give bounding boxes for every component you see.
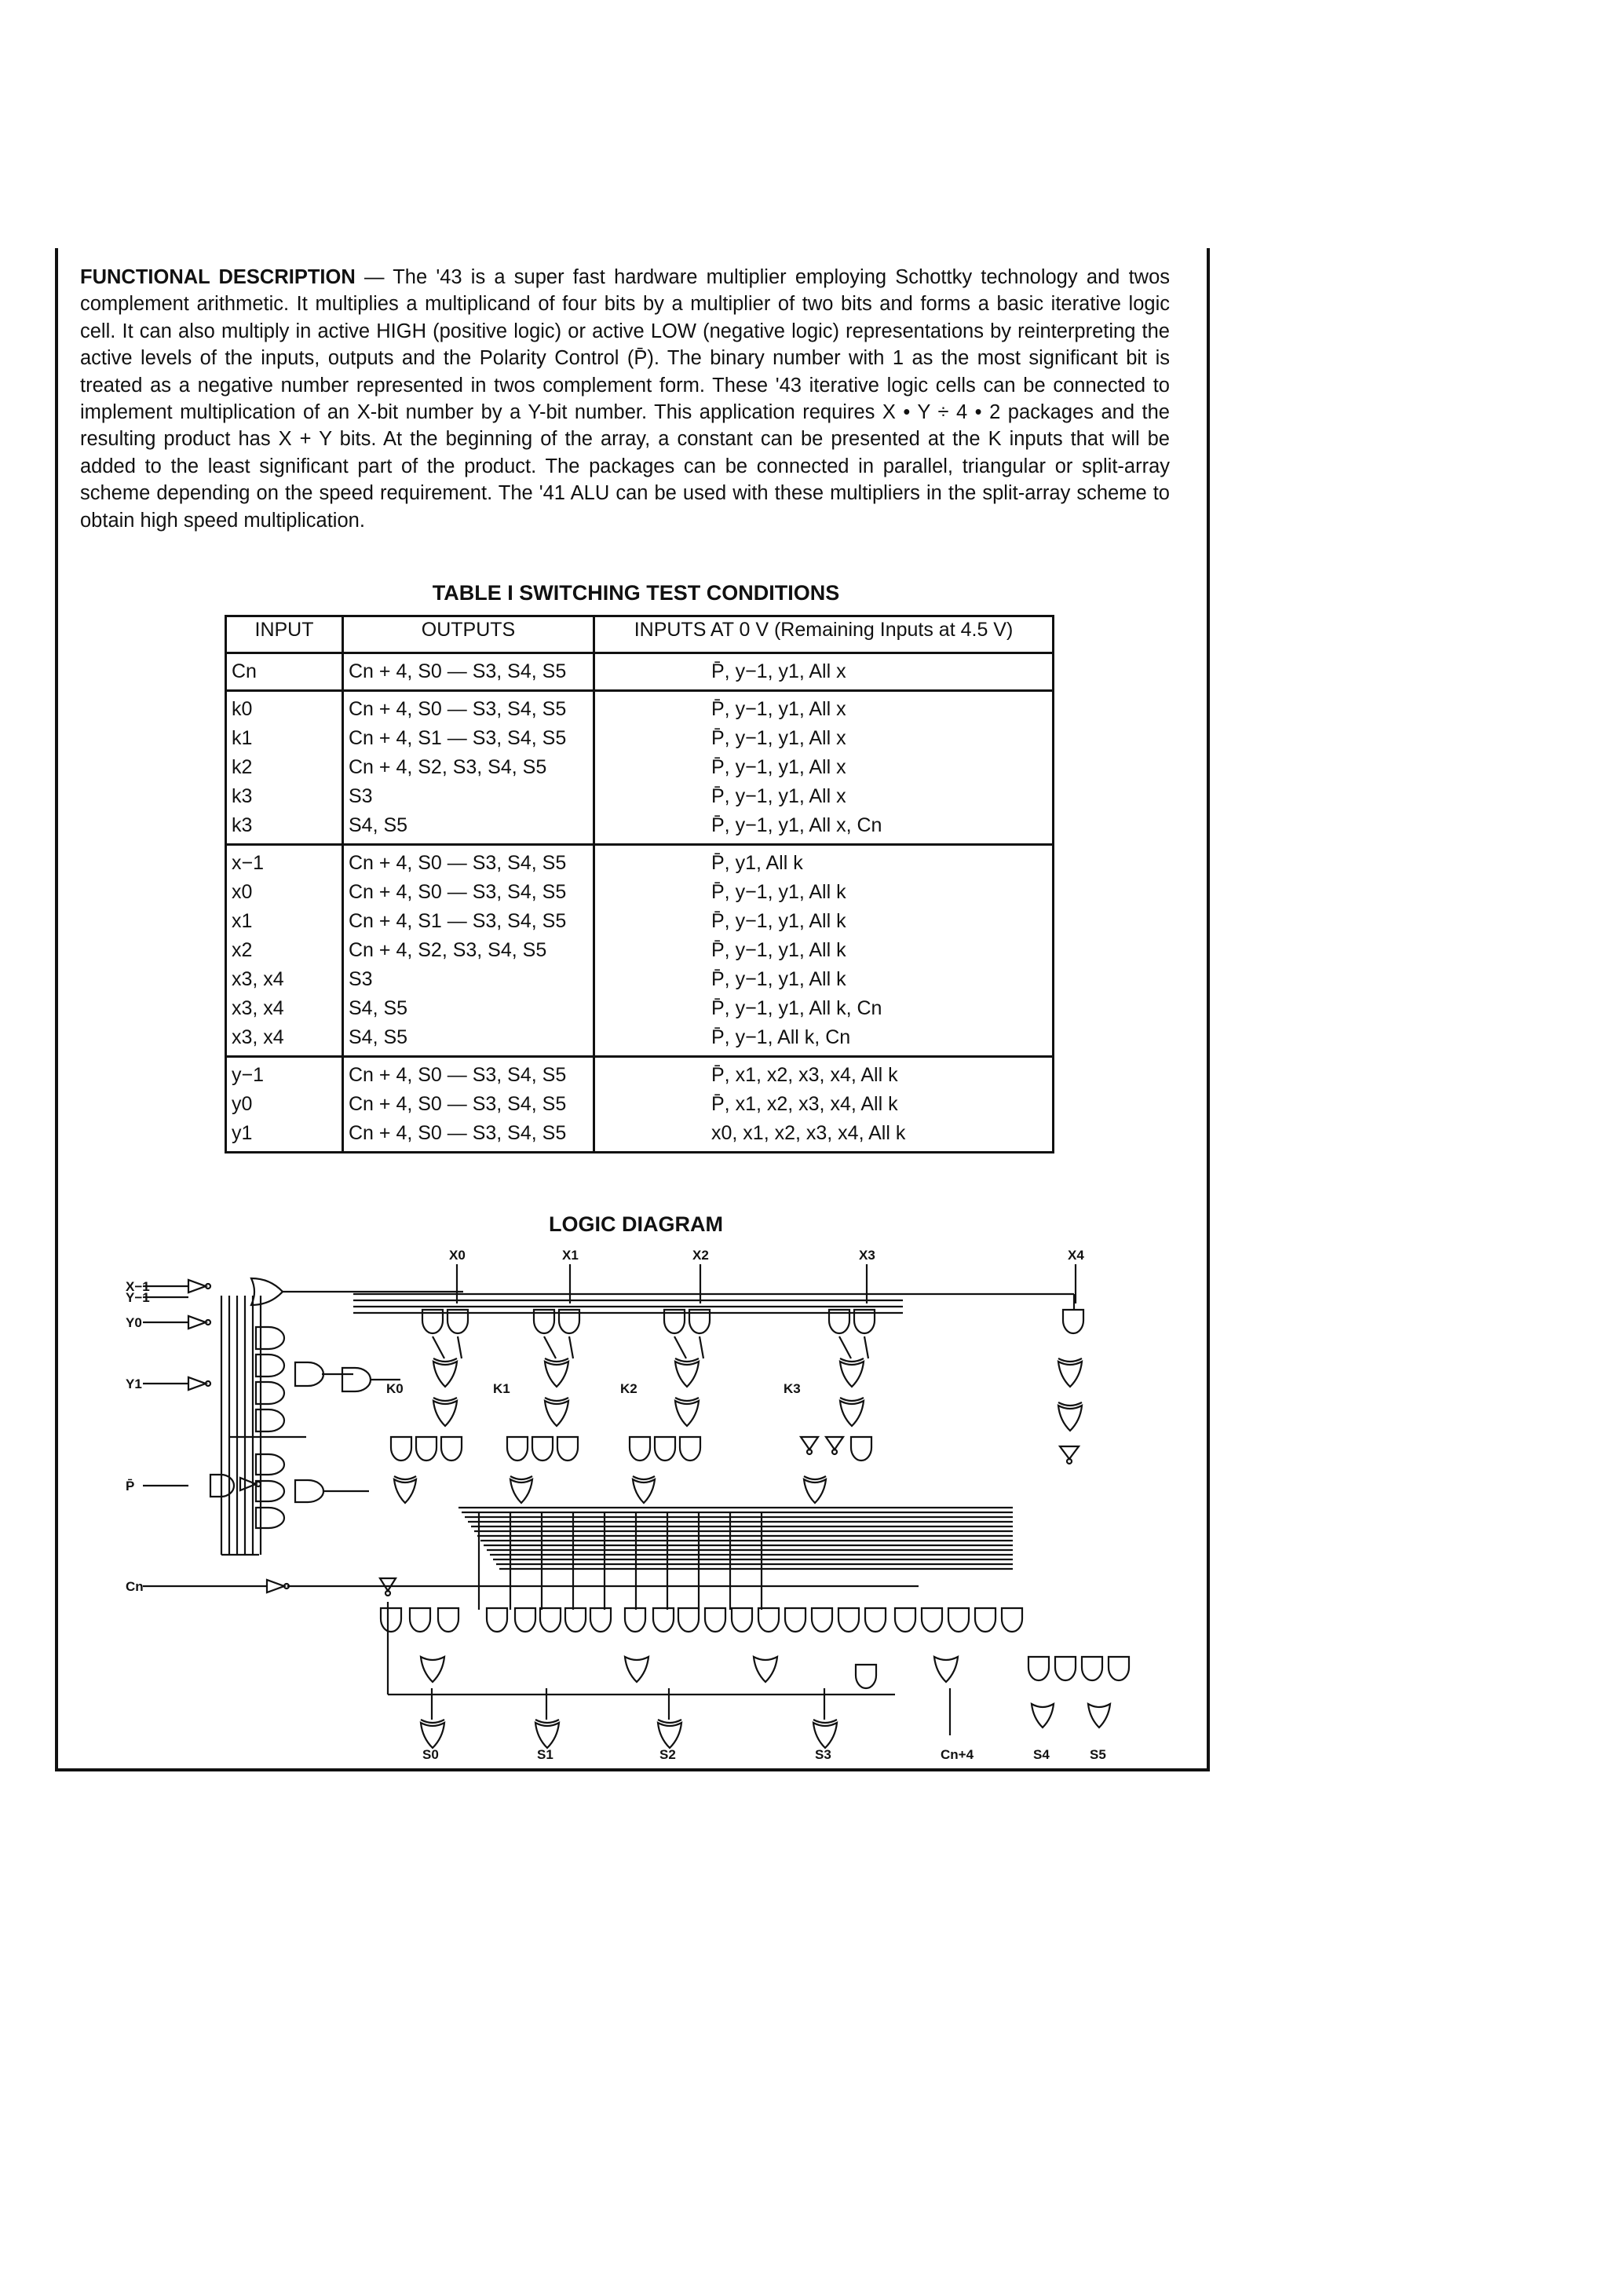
and-gate (565, 1608, 586, 1632)
and-gate (1002, 1608, 1022, 1632)
and-gate (410, 1608, 430, 1632)
or-gate (1032, 1704, 1054, 1727)
input-cell: x3, x4 (226, 1023, 343, 1057)
xor-gate-arc (433, 1358, 457, 1362)
zero-volt-inputs-cell: P̄, y−1, y1, All k (594, 907, 1054, 936)
or-gate (754, 1657, 777, 1682)
and-gate (678, 1608, 699, 1632)
zero-volt-inputs-cell: P̄, y−1, y1, All x (594, 691, 1054, 725)
and-gate (438, 1608, 458, 1632)
wire (700, 1336, 703, 1358)
input-label-1: Y−1 (126, 1290, 150, 1305)
and-gate (391, 1437, 411, 1461)
table-row (226, 782, 1054, 811)
xor-gate-arc (1058, 1402, 1082, 1406)
and-gate (655, 1437, 675, 1461)
xor-gate (433, 1401, 457, 1426)
input-cell: Cn (226, 653, 343, 691)
input-cell: k0 (226, 691, 343, 725)
input-cell: x0 (226, 878, 343, 907)
input-cell: k3 (226, 782, 343, 811)
buffer-gate (380, 1578, 396, 1591)
logic-diagram (118, 1249, 1162, 1759)
wire (864, 1336, 868, 1358)
zero-volt-inputs-cell: P̄, y−1, y1, All k (594, 965, 1054, 994)
wire (458, 1336, 462, 1358)
and-gate (1028, 1657, 1049, 1680)
xor-gate-arc (545, 1358, 568, 1362)
table-row (226, 994, 1054, 1023)
or-gate (625, 1657, 648, 1682)
input-cell: k1 (226, 724, 343, 753)
table-row (226, 1090, 1054, 1119)
x-label-4: X4 (1068, 1249, 1084, 1263)
or-gate (251, 1278, 283, 1305)
zero-volt-inputs-cell: x0, x1, x2, x3, x4, All k (594, 1119, 1054, 1153)
input-label-2: Y0 (126, 1315, 142, 1330)
table-body (226, 653, 1054, 1153)
table-row (226, 753, 1054, 782)
xor-gate (813, 1723, 837, 1748)
xor-gate (675, 1401, 699, 1426)
table-row (226, 1119, 1054, 1153)
and-gate (295, 1362, 323, 1386)
table-row (226, 845, 1054, 879)
xor-gate-arc (535, 1720, 559, 1723)
and-gate (590, 1608, 611, 1632)
and-gate (540, 1608, 561, 1632)
buffer-gate (188, 1377, 206, 1390)
xor-gate-arc (433, 1398, 457, 1401)
outputs-cell: Cn + 4, S2, S3, S4, S5 (343, 936, 594, 965)
table-row (226, 1023, 1054, 1057)
output-label-2: S2 (659, 1747, 676, 1759)
xor-gate-arc (1058, 1358, 1082, 1362)
outputs-cell: Cn + 4, S0 — S3, S4, S5 (343, 878, 594, 907)
xor-gate-arc (394, 1476, 416, 1479)
table-row (226, 724, 1054, 753)
xor-gate (840, 1401, 864, 1426)
or-gate (421, 1657, 444, 1682)
input-label-3: Y1 (126, 1377, 142, 1391)
outputs-cell: S3 (343, 782, 594, 811)
x-label-2: X2 (692, 1249, 709, 1263)
input-cell: k2 (226, 753, 343, 782)
and-gate (948, 1608, 969, 1632)
input-cell: x3, x4 (226, 994, 343, 1023)
input-cell: y0 (226, 1090, 343, 1119)
output-label-5: S4 (1033, 1747, 1050, 1759)
outputs-cell: Cn + 4, S0 — S3, S4, S5 (343, 1090, 594, 1119)
and-gate (342, 1368, 371, 1391)
table-row (226, 811, 1054, 845)
zero-volt-inputs-cell: P̄, y−1, y1, All x (594, 753, 1054, 782)
outputs-cell: S3 (343, 965, 594, 994)
xor-gate (535, 1723, 559, 1748)
input-label-5: Cn (126, 1579, 144, 1594)
inverter-bubble (385, 1591, 390, 1596)
wire (544, 1336, 556, 1358)
wire (569, 1336, 573, 1358)
k-label-2: K2 (620, 1381, 637, 1396)
and-gate (295, 1480, 323, 1502)
buffer-gate (188, 1280, 206, 1292)
and-gate (625, 1608, 645, 1632)
buffer-gate (188, 1316, 206, 1329)
table-row (226, 965, 1054, 994)
xor-gate (675, 1362, 699, 1387)
zero-volt-inputs-cell: P̄, x1, x2, x3, x4, All k (594, 1057, 1054, 1091)
xor-gate-arc (545, 1398, 568, 1401)
buffer-gate (1060, 1446, 1079, 1459)
k-label-1: K1 (493, 1381, 510, 1396)
table-row (226, 878, 1054, 907)
xor-gate-arc (633, 1476, 655, 1479)
xor-gate (840, 1362, 864, 1387)
wire (433, 1336, 444, 1358)
input-label-4: P̄ (126, 1479, 135, 1493)
description-lead: FUNCTIONAL DESCRIPTION (80, 266, 356, 288)
table-title: TABLE I SWITCHING TEST CONDITIONS (432, 581, 840, 605)
xor-gate-arc (658, 1720, 681, 1723)
zero-volt-inputs-cell: P̄, y1, All k (594, 845, 1054, 879)
or-gate (934, 1657, 958, 1682)
output-label-1: S1 (537, 1747, 553, 1759)
and-gate (922, 1608, 942, 1632)
output-label-6: S5 (1090, 1747, 1106, 1759)
buffer-gate (267, 1580, 284, 1592)
inverter-bubble (807, 1450, 812, 1454)
outputs-cell: Cn + 4, S2, S3, S4, S5 (343, 753, 594, 782)
table-row (226, 653, 1054, 691)
input-cell: x1 (226, 907, 343, 936)
table-row (226, 936, 1054, 965)
xor-gate (633, 1479, 655, 1503)
zero-volt-inputs-cell: P̄, y−1, y1, All k (594, 936, 1054, 965)
outputs-cell: S4, S5 (343, 994, 594, 1023)
xor-gate (1058, 1362, 1082, 1387)
and-gate (416, 1437, 437, 1461)
k-label-0: K0 (386, 1381, 404, 1396)
table-row (226, 1057, 1054, 1091)
buffer-gate (801, 1437, 818, 1450)
table-row (226, 907, 1054, 936)
and-gate (680, 1437, 700, 1461)
and-gate (851, 1437, 871, 1461)
and-gate (487, 1608, 507, 1632)
x-label-1: X1 (562, 1249, 579, 1263)
and-gate (532, 1437, 553, 1461)
inverter-bubble (1067, 1459, 1072, 1464)
outputs-cell: S4, S5 (343, 811, 594, 845)
xor-gate (421, 1723, 444, 1748)
and-gate (1109, 1657, 1129, 1680)
outputs-cell: S4, S5 (343, 1023, 594, 1057)
wire (674, 1336, 686, 1358)
xor-gate-arc (840, 1358, 864, 1362)
zero-volt-inputs-cell: P̄, x1, x2, x3, x4, All k (594, 1090, 1054, 1119)
functional-description (80, 264, 1170, 534)
and-gate (1055, 1657, 1076, 1680)
table-header-row (226, 616, 1054, 653)
and-gate (653, 1608, 674, 1632)
zero-volt-inputs-cell: P̄, y−1, All k, Cn (594, 1023, 1054, 1057)
input-cell: y−1 (226, 1057, 343, 1091)
xor-gate-arc (421, 1720, 444, 1723)
input-cell: x−1 (226, 845, 343, 879)
and-gate (557, 1437, 578, 1461)
x-label-0: X0 (449, 1249, 466, 1263)
outputs-cell: Cn + 4, S1 — S3, S4, S5 (343, 907, 594, 936)
output-label-4: Cn+4 (941, 1747, 974, 1759)
input-cell: y1 (226, 1119, 343, 1153)
and-gate (1082, 1657, 1102, 1680)
zero-volt-inputs-cell: P̄, y−1, y1, All x, Cn (594, 811, 1054, 845)
switching-test-conditions-table (225, 615, 1054, 1153)
k-label-3: K3 (784, 1381, 801, 1396)
zero-volt-inputs-cell: P̄, y−1, y1, All x (594, 724, 1054, 753)
and-gate (515, 1608, 535, 1632)
and-gate (865, 1608, 886, 1632)
zero-volt-inputs-cell: P̄, y−1, y1, All k, Cn (594, 994, 1054, 1023)
and-gate (785, 1608, 806, 1632)
buffer-gate (826, 1437, 843, 1450)
or-gate (1088, 1704, 1110, 1727)
zero-volt-inputs-cell: P̄, y−1, y1, All x (594, 782, 1054, 811)
and-gate (838, 1608, 859, 1632)
outputs-cell: Cn + 4, S0 — S3, S4, S5 (343, 845, 594, 879)
description-text: — The '43 is a super fast hardware multiplier employing Schottky technology and twos complement arithmetic. It multiplies a multiplicand of four bits by a multiplier of two bits and forms a basic iterative logic cell. It can also multiply in active HIGH (positive logic) or active LOW (negative logic) representations by reinterpreting the active levels of the inputs, outputs and the Polarity Control (P̄). The binary number with 1 as the most significant bit is treated as a negative number represented in twos complement form. These '43 iterative logic cells can be connected to implement multiplication of an X-bit number by a Y-bit number. This application requires X • Y ÷ 4 • 2 packages and the resulting product has X + Y bits. At the beginning of the array, a constant can be presented at the K inputs that will be added to the least significant part of the product. The packages can be connected in parallel, triangular or split-array scheme depending on the speed requirement. The '41 ALU can be used with these multipliers in the split-array scheme to obtain high speed multiplication. (80, 266, 1171, 532)
and-gate (1063, 1310, 1083, 1333)
diagram-title: LOGIC DIAGRAM (549, 1212, 723, 1236)
and-gate (705, 1608, 725, 1632)
xor-gate (658, 1723, 681, 1748)
and-gate (856, 1665, 876, 1688)
xor-gate-arc (813, 1720, 837, 1723)
output-label-0: S0 (422, 1747, 439, 1759)
outputs-cell: Cn + 4, S0 — S3, S4, S5 (343, 691, 594, 725)
xor-gate (510, 1479, 532, 1503)
zero-volt-inputs-cell: P̄, y−1, y1, All k (594, 878, 1054, 907)
xor-gate (394, 1479, 416, 1503)
xor-gate-arc (675, 1398, 699, 1401)
xor-gate (433, 1362, 457, 1387)
xor-gate (545, 1362, 568, 1387)
outputs-cell: Cn + 4, S0 — S3, S4, S5 (343, 653, 594, 691)
xor-gate (545, 1401, 568, 1426)
x-label-3: X3 (859, 1249, 875, 1263)
and-gate (758, 1608, 779, 1632)
header-outputs: OUTPUTS (343, 616, 594, 653)
table-row (226, 691, 1054, 725)
and-gate (732, 1608, 752, 1632)
and-gate (441, 1437, 462, 1461)
and-gate (812, 1608, 832, 1632)
outputs-cell: Cn + 4, S0 — S3, S4, S5 (343, 1119, 594, 1153)
and-gate (507, 1437, 528, 1461)
and-gate (381, 1608, 401, 1632)
inverter-bubble (832, 1450, 837, 1454)
header-inputs-at-0v: INPUTS AT 0 V (Remaining Inputs at 4.5 V) (594, 616, 1054, 653)
zero-volt-inputs-cell: P̄, y−1, y1, All x (594, 653, 1054, 691)
wire (839, 1336, 851, 1358)
xor-gate-arc (510, 1476, 532, 1479)
xor-gate (1058, 1406, 1082, 1431)
input-cell: x2 (226, 936, 343, 965)
page-frame-bottom (55, 1768, 1210, 1771)
outputs-cell: Cn + 4, S1 — S3, S4, S5 (343, 724, 594, 753)
input-cell: x3, x4 (226, 965, 343, 994)
xor-gate-arc (675, 1358, 699, 1362)
and-gate (895, 1608, 915, 1632)
xor-gate-arc (840, 1398, 864, 1401)
xor-gate (804, 1479, 826, 1503)
and-gate (630, 1437, 650, 1461)
xor-gate-arc (804, 1476, 826, 1479)
page-frame-left (55, 248, 58, 1771)
outputs-cell: Cn + 4, S0 — S3, S4, S5 (343, 1057, 594, 1091)
input-label-0: X−1 (126, 1279, 150, 1294)
input-cell: k3 (226, 811, 343, 845)
header-input: INPUT (226, 616, 343, 653)
output-label-3: S3 (815, 1747, 831, 1759)
page-frame-right (1207, 248, 1210, 1771)
and-gate (975, 1608, 995, 1632)
